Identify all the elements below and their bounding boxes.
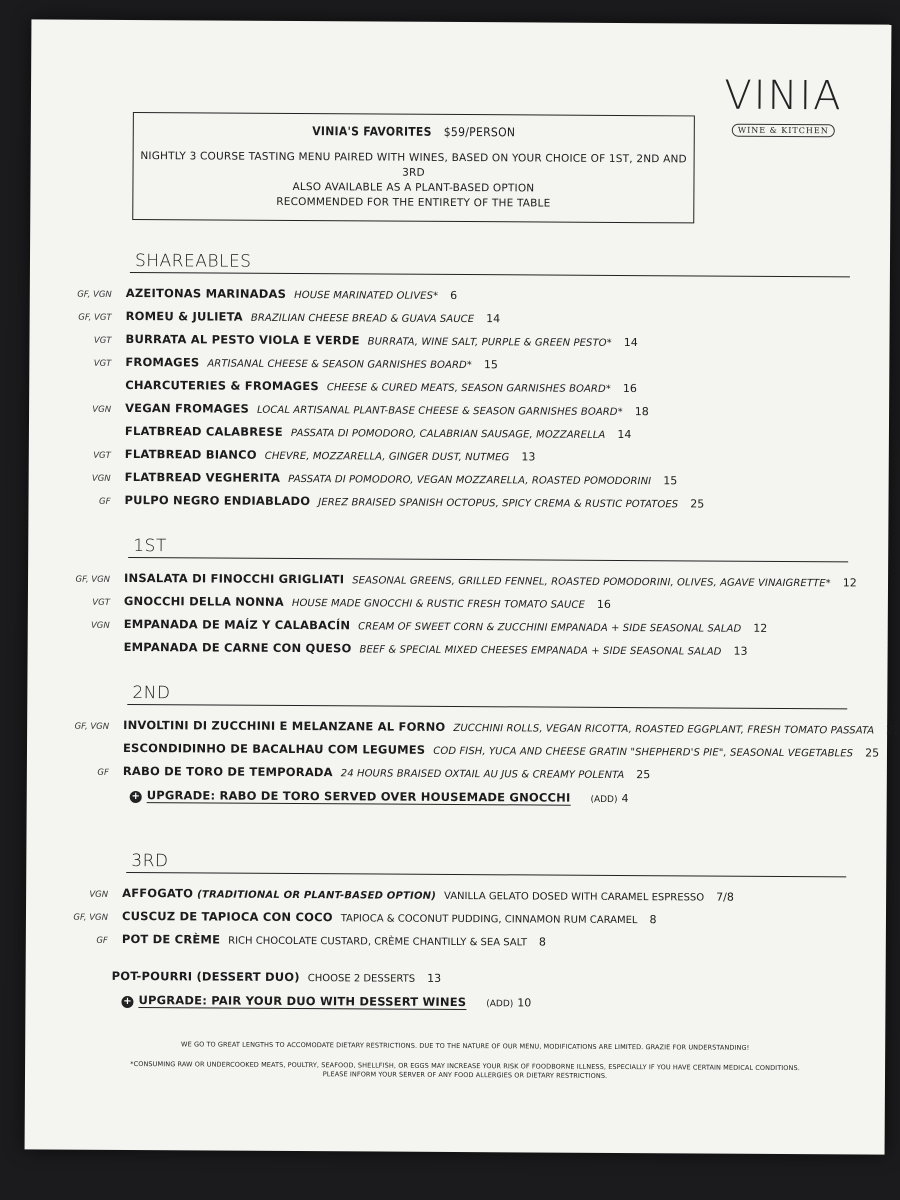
upgrade-add-label: (ADD) <box>590 794 618 805</box>
menu-item <box>48 569 868 592</box>
item-name: BURRATA AL PESTO VIOLA E VERDE <box>125 331 360 348</box>
menu-item <box>48 491 868 514</box>
upgrade-option-gnocchi <box>130 787 629 808</box>
item-description: BURRATA, WINE SALT, PURPLE & GREEN PESTO* <box>367 336 612 349</box>
item-description: COD FISH, YUCA AND CHEESE GRATIN "SHEPHERD'S PIE", SEASONAL VEGETABLES <box>433 745 854 760</box>
item-description: SEASONAL GREENS, GRILLED FENNEL, ROASTED POMODORINI, OLIVES, AGAVE VINAIGRETTE* <box>352 575 831 590</box>
item-price: 15 <box>663 474 678 488</box>
item-description: ZUCCHINI ROLLS, VEGAN RICOTTA, ROASTED EGGPLANT, FRESH TOMATO PASSATA <box>453 722 875 737</box>
section-heading-3rd: 3RD <box>126 850 846 877</box>
item-price: 12 <box>842 576 857 590</box>
item-price: 12 <box>753 621 768 635</box>
logo-word: VINIA <box>724 72 843 120</box>
item-description: TAPIOCA & COCONUT PUDDING, CINNAMON RUM CARAMEL <box>340 913 638 927</box>
item-name: CUSCUZ DE TAPIOCA CON COCO <box>121 908 333 925</box>
diet-tag: VGT <box>92 597 110 608</box>
diet-tag: VGT <box>93 450 111 461</box>
favorites-description <box>133 149 693 212</box>
item-description: BEEF & SPECIAL MIXED CHEESES EMPANADA + SIDE SEASONAL SALAD <box>359 644 722 658</box>
item-price: 25 <box>636 768 651 782</box>
item-description: 24 HOURS BRAISED OXTAIL AU JUS & CREAMY POLENTA <box>340 768 625 782</box>
item-description: PASSATA DI POMODORO, VEGAN MOZZARELLA, ROASTED POMODORINI <box>288 473 652 488</box>
item-price: 13 <box>427 971 442 985</box>
item-description: LOCAL ARTISANAL PLANT-BASE CHEESE & SEASON GARNISHES BOARD* <box>256 404 623 419</box>
menu-paper <box>25 19 900 1154</box>
item-price: 14 <box>623 336 638 350</box>
item-name: EMPANADA DE CARNE CON QUESO <box>123 639 352 656</box>
item-description: RICH CHOCOLATE CUSTARD, CRÈME CHANTILLY & SEA SALT <box>228 935 527 949</box>
menu-item <box>48 615 868 638</box>
consumer-warning: *CONSUMING RAW OR UNDERCOOKED MEATS, POULTRY, SEAFOOD, SHELLFISH, OR EGGS MAY INCREASE YOUR RISK OF FOODBORNE ILLNESS, ESPECIALLY IF YOU HAVE CERTAIN MEDICAL CONDITIONS. <box>130 1060 800 1073</box>
item-price: 25 <box>865 746 880 760</box>
section-heading-2nd: 2ND <box>127 682 847 709</box>
allergy-notice: PLEASE INFORM YOUR SERVER OF ANY FOOD ALLERGIES OR DIETARY RESTRICTIONS. <box>322 1070 608 1080</box>
item-description: CHEVRE, MOZZARELLA, GINGER DUST, NUTMEG <box>264 450 510 464</box>
menu-item <box>49 445 869 468</box>
menu-item <box>48 638 868 661</box>
diet-tag: VGN <box>91 473 111 484</box>
menu-item <box>47 739 880 762</box>
item-price: 18 <box>634 405 649 419</box>
item-price: 13 <box>733 644 748 658</box>
favorites-line: RECOMMENDED FOR THE ENTIRETY OF THE TABLE <box>276 195 551 210</box>
item-name: POT DE CRÈME <box>121 931 221 947</box>
diet-tag: GF, VGN <box>74 721 110 732</box>
item-description: HOUSE MARINATED OLIVES* <box>294 289 439 302</box>
item-price: 16 <box>596 597 611 611</box>
item-option-note: (TRADITIONAL OR PLANT-BASED OPTION) <box>197 889 437 902</box>
menu-item <box>49 422 869 445</box>
menu-item <box>50 285 870 308</box>
menu-item <box>49 399 869 422</box>
menu-item <box>47 762 867 785</box>
upgrade-price: 10 <box>517 996 532 1010</box>
section-heading-1st: 1ST <box>128 535 848 562</box>
diet-tag: GF, VGN <box>75 574 111 585</box>
item-price: 7/8 <box>716 890 734 904</box>
diet-tag: GF, VGN <box>73 912 109 923</box>
menu-item <box>47 716 900 739</box>
item-description: ARTISANAL CHEESE & SEASON GARNISHES BOARD* <box>207 358 472 372</box>
item-name: FLATBREAD CALABRESE <box>124 423 283 439</box>
diet-tag: GF <box>97 767 109 778</box>
menu-item <box>49 376 869 399</box>
plus-circle-icon: + <box>131 791 140 803</box>
menu-item <box>36 967 856 990</box>
menu-item <box>46 930 866 953</box>
section-heading-shareables: SHAREABLES <box>130 250 850 277</box>
favorites-title: VINIA'S FAVORITES <box>312 124 432 139</box>
item-name: AFFOGATO <box>122 885 194 901</box>
vinia-logo <box>721 74 846 138</box>
item-price: 14 <box>617 427 632 442</box>
item-name: EMPANADA DE MAÍZ Y CALABACÍN <box>123 616 351 633</box>
item-price: 13 <box>521 450 536 464</box>
menu-item <box>46 884 866 907</box>
item-name: FLATBREAD VEGHERITA <box>124 469 281 485</box>
diet-tag: VGN <box>89 889 109 900</box>
diet-tag: VGN <box>92 404 112 415</box>
item-name: VEGAN FROMAGES <box>125 400 250 416</box>
diet-tag: GF <box>96 935 108 946</box>
diet-tag: GF <box>98 496 111 507</box>
item-name: GNOCCHI DELLA NONNA <box>123 593 284 609</box>
item-price: 22 <box>886 723 900 737</box>
item-description: JEREZ BRAISED SPANISH OCTOPUS, SPICY CREMA & RUSTIC POTATOES <box>318 497 679 511</box>
item-description: HOUSE MADE GNOCCHI & RUSTIC FRESH TOMATO SAUCE <box>291 597 585 611</box>
diet-tag: VGN <box>90 620 110 631</box>
dietary-note: WE GO TO GREAT LENGTHS TO ACCOMODATE DIETARY RESTRICTIONS. DUE TO THE NATURE OF OUR MENU, MODIFICATIONS ARE LIMITED. GRAZIE FOR UNDERSTANDING! <box>181 1040 750 1052</box>
item-price: 8 <box>538 935 546 949</box>
item-description: PASSATA DI POMODORO, CALABRIAN SAUSAGE, MOZZARELLA <box>290 427 606 441</box>
item-price: 8 <box>649 913 657 927</box>
item-name: AZEITONAS MARINADAS <box>125 285 287 301</box>
favorites-line: ALSO AVAILABLE AS A PLANT-BASED OPTION <box>292 180 535 195</box>
item-name: INVOLTINI DI ZUCCHINI E MELANZANE AL FORNO <box>123 717 446 734</box>
item-name: ESCONDIDINHO DE BACALHAU COM LEGUMES <box>122 740 426 757</box>
menu-item <box>49 353 869 376</box>
logo-subtitle: WINE & KITCHEN <box>732 124 835 138</box>
item-description: BRAZILIAN CHEESE BREAD & GUAVA SAUCE <box>250 312 475 326</box>
diet-tag: GF, VGT <box>78 312 112 323</box>
menu-item <box>49 331 869 354</box>
item-price: 16 <box>622 382 637 396</box>
item-description: CREAM OF SWEET CORN & ZUCCHINI EMPANADA + SIDE SEASONAL SALAD <box>358 621 742 635</box>
menu-item <box>49 468 869 491</box>
menu-item <box>50 308 870 331</box>
item-description: CHOOSE 2 DESSERTS <box>307 973 416 985</box>
item-name: PULPO NEGRO ENDIABLADO <box>124 492 311 509</box>
item-price: 14 <box>486 312 501 326</box>
upgrade-label: UPGRADE: PAIR YOUR DUO WITH DESSERT WINES <box>138 993 467 1010</box>
favorites-title-line <box>134 123 694 140</box>
item-description: VANILLA GELATO DOSED WITH CARAMEL ESPRESSO <box>443 890 705 904</box>
item-price: 25 <box>690 497 705 511</box>
item-name: INSALATA DI FINOCCHI GRIGLIATI <box>124 570 345 587</box>
favorites-box <box>132 112 695 223</box>
favorites-price: $59/PERSON <box>443 124 516 140</box>
item-name: CHARCUTERIES & FROMAGES <box>125 377 319 394</box>
menu-item <box>46 907 866 930</box>
item-price: 15 <box>483 358 498 372</box>
upgrade-label: UPGRADE: RABO DE TORO SERVED OVER HOUSEMADE GNOCCHI <box>146 788 571 805</box>
diet-tag: VGT <box>93 358 112 369</box>
upgrade-option-dessert-wines <box>121 992 531 1013</box>
plus-circle-icon: + <box>123 995 132 1008</box>
item-name: FLATBREAD BIANCO <box>124 446 257 462</box>
item-name: RABO DE TORO DE TEMPORADA <box>122 763 333 780</box>
item-name: POT-POURRI (DESSERT DUO) <box>111 968 300 985</box>
upgrade-add-label: (ADD) <box>486 999 514 1010</box>
diet-tag: VGT <box>93 335 112 346</box>
item-name: FROMAGES <box>125 354 200 370</box>
item-description: CHEESE & CURED MEATS, SEASON GARNISHES BOARD* <box>326 382 611 395</box>
menu-item <box>48 592 868 615</box>
diet-tag: GF, VGN <box>77 289 112 300</box>
item-name: ROMEU & JULIETA <box>125 308 243 324</box>
item-price: 6 <box>450 288 458 302</box>
upgrade-price: 4 <box>621 792 629 806</box>
favorites-line: NIGHTLY 3 COURSE TASTING MENU PAIRED WITH WINES, BASED ON YOUR CHOICE OF 1ST, 2ND AND 3RD <box>140 150 687 179</box>
